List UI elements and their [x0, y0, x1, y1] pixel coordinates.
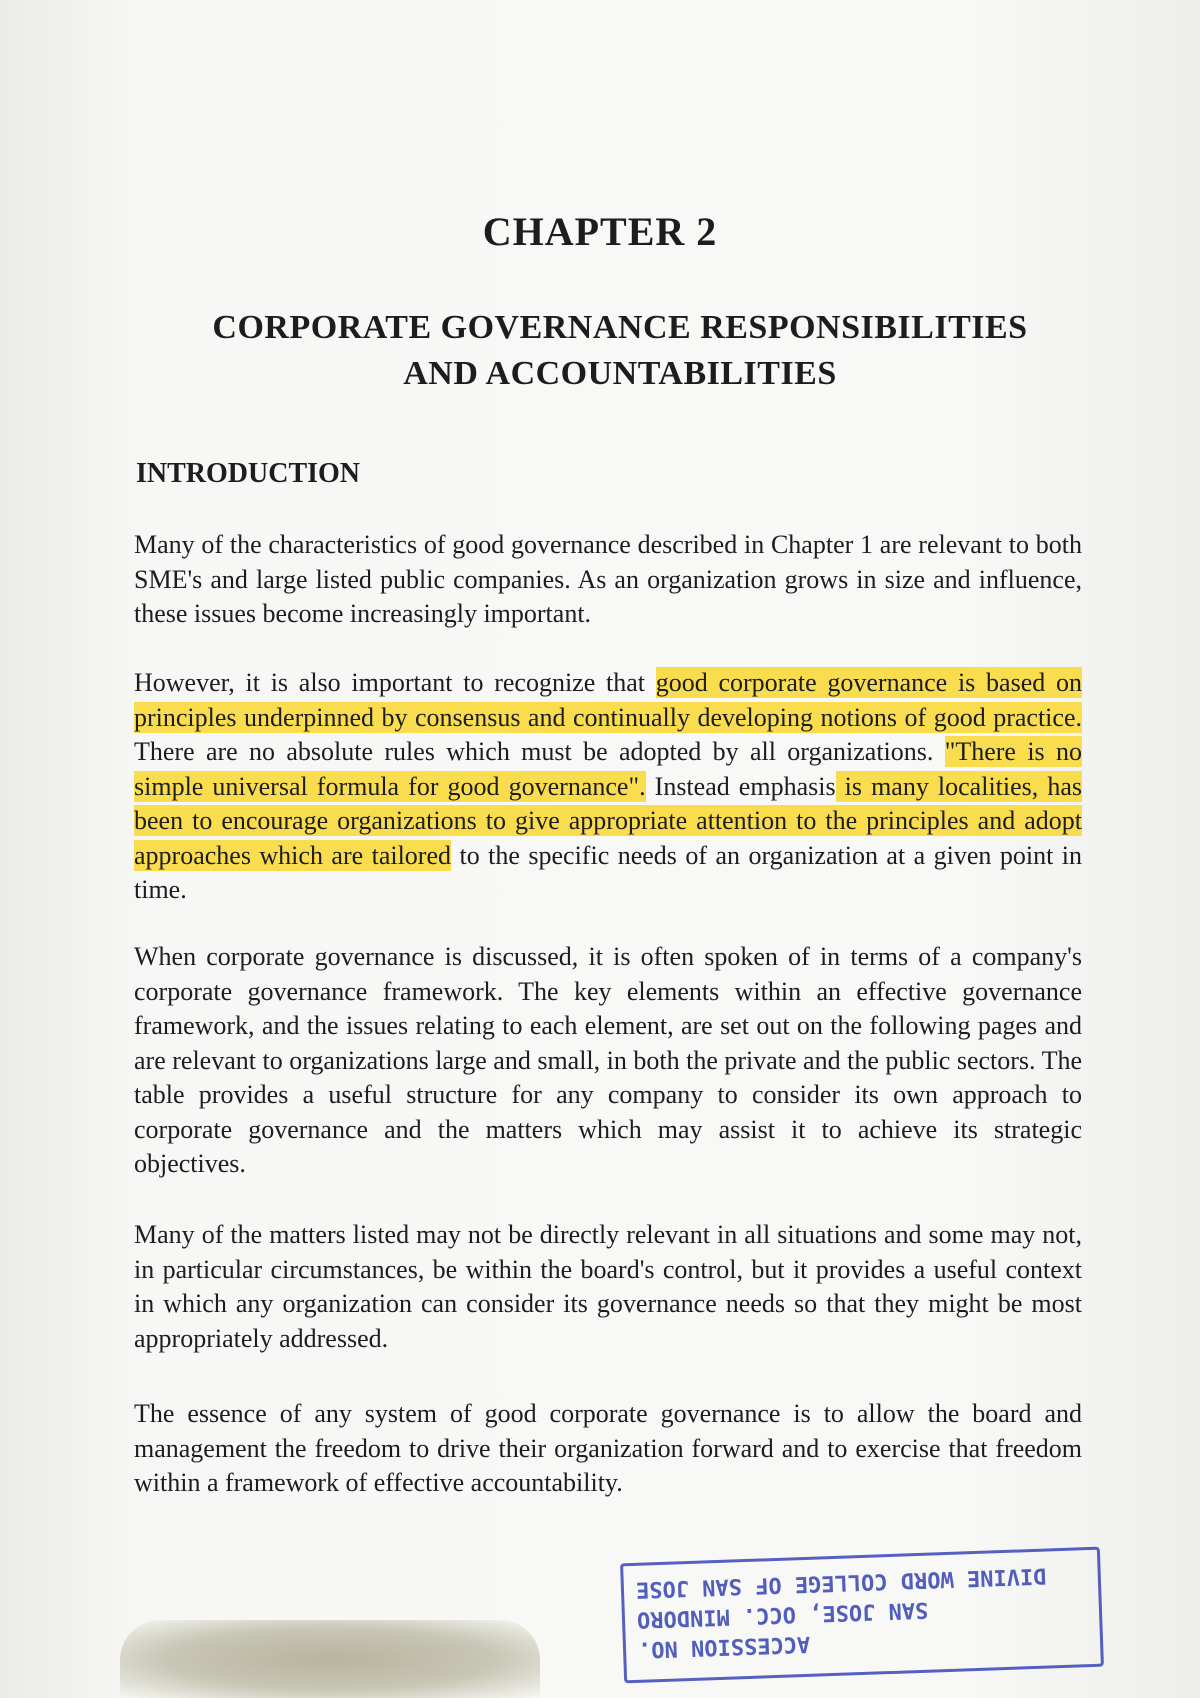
- paragraph-2-text: Instead emphasis: [645, 771, 836, 801]
- stamp-line-3: DIVINE WORD COLLEGE OF SAN JOSE: [635, 1562, 1047, 1602]
- paragraph-2-text: However, it is also important to recognize that: [134, 668, 656, 697]
- highlighted-text: is many localities, has been to encourage organizations to give appropriate attention to the principles and adopt approaches which are tailored: [134, 771, 1083, 870]
- chapter-title-line1: CORPORATE GOVERNANCE RESPONSIBILITIES: [212, 309, 1028, 346]
- stamp-line-1: ACCESSION NO.: [637, 1630, 811, 1662]
- paragraph-2: [134, 666, 1082, 908]
- chapter-title: [120, 305, 1120, 397]
- paragraph-2-text: There are no absolute rules which must be adopted by all organizations.: [134, 737, 945, 766]
- highlighted-text: good corporate governance is based on principles underpinned by consensus and continually developing notions of good practice.: [134, 668, 1082, 732]
- paragraph-3: When corporate governance is discussed, it is often spoken of in terms of a company's corporate governance framework. The key elements within an effective governance framework, and the issues relating to each element, are set out on the following pages and are relevant to organizations large and small, in both the private and the public sectors. The table provides a useful structure for any company to consider its own approach to corporate governance and the matters which may assist it to achieve its strategic objectives.: [134, 942, 1082, 1178]
- scan-smudge: [120, 1620, 540, 1698]
- paragraph-2-text: to the specific needs of an organization at a given point in time.: [134, 840, 1082, 904]
- library-stamp-text: [635, 1558, 1088, 1664]
- stamp-line-2: SAN JOSE, OCC. MINDORO: [636, 1596, 929, 1632]
- paragraph-5: The essence of any system of good corporate governance is to allow the board and management the freedom to drive their organization forward and to exercise that freedom within a framework of effective accountability.: [134, 1399, 1082, 1497]
- paragraph-1: Many of the characteristics of good governance described in Chapter 1 are relevant to both SME's and large listed public companies. As an organization grows in size and influence, these issues become increasingly important.: [134, 530, 1082, 628]
- section-heading-introduction: INTRODUCTION: [136, 458, 361, 489]
- library-stamp: [620, 1547, 1104, 1684]
- chapter-title-line2: AND ACCOUNTABILITIES: [403, 355, 837, 392]
- chapter-heading: CHAPTER 2: [482, 209, 718, 254]
- highlighted-text: "There is no simple universal formula for good governance".: [134, 737, 1083, 801]
- paragraph-4: Many of the matters listed may not be directly relevant in all situations and some may not, in particular circumstances, be within the board's control, but it provides a useful context in which any organization can consider its governance needs so that they might be most appropriately addressed.: [134, 1220, 1082, 1353]
